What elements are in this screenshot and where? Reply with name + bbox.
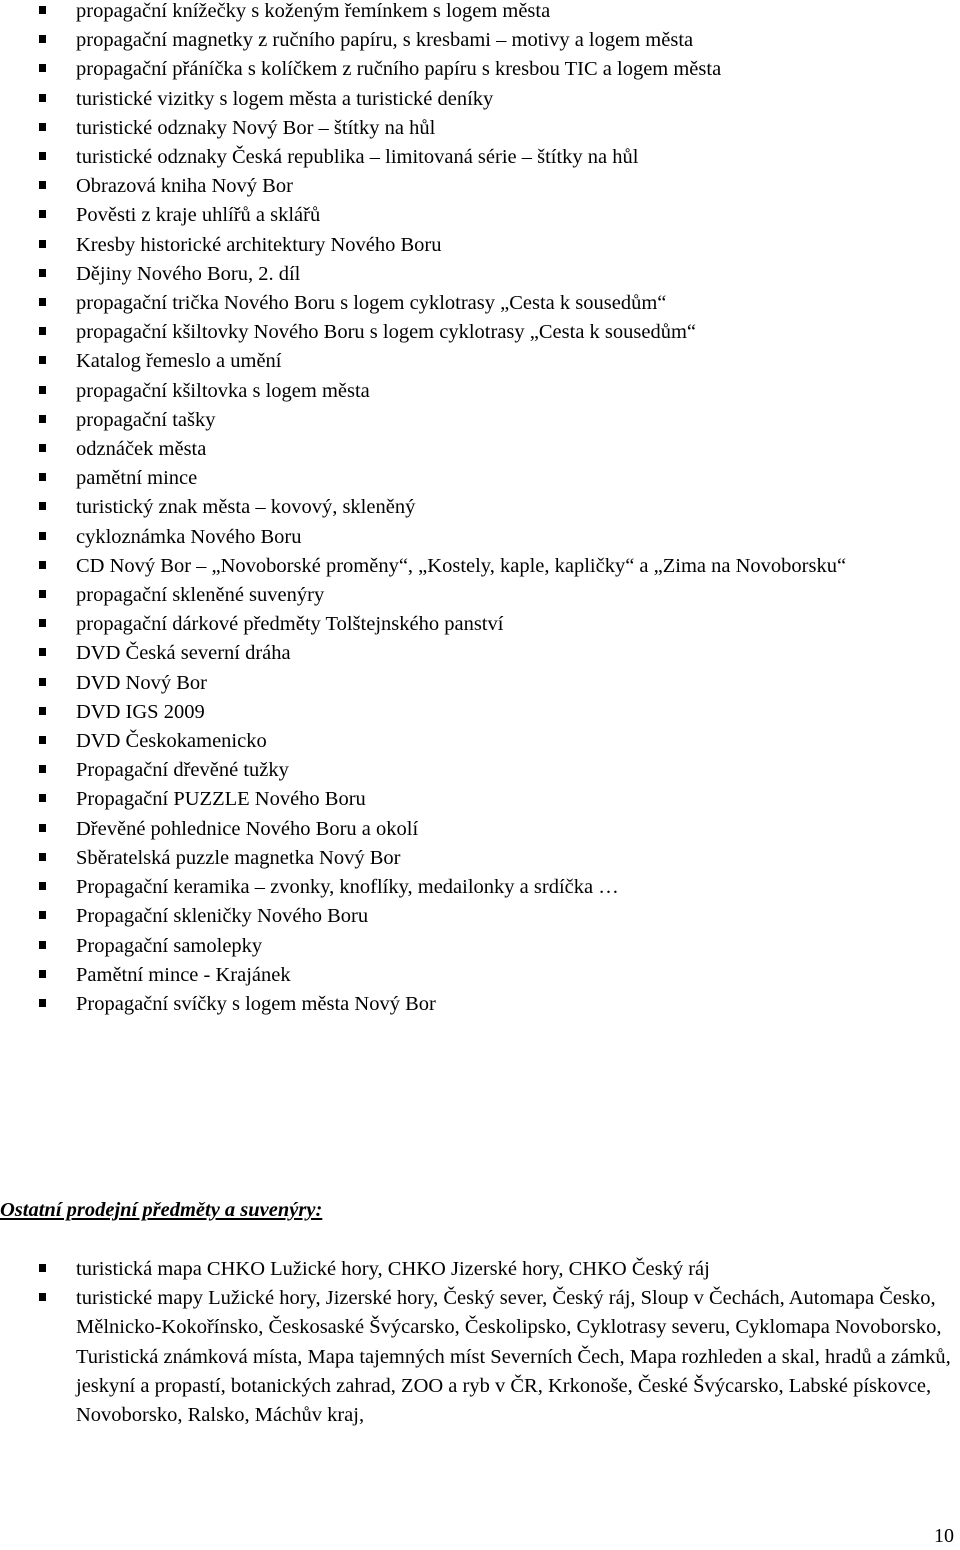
- list-item: [0, 844, 960, 873]
- square-bullet-icon: [39, 269, 46, 277]
- square-bullet-icon: [39, 94, 46, 102]
- square-bullet-icon: [39, 678, 46, 686]
- list-item-text: turistická mapa CHKO Lužické hory, CHKO Jizerské hory, CHKO Český ráj: [76, 1258, 710, 1280]
- list-item-text: propagační trička Nového Boru s logem cyklotrasy „Cesta k sousedům“: [76, 292, 667, 315]
- list-item-text: turistické vizitky s logem města a turistické deníky: [76, 87, 494, 110]
- list-item-text: turistické odznaky Nový Bor – štítky na hůl: [76, 116, 436, 139]
- list-item: [0, 756, 960, 785]
- list-item: [0, 785, 960, 814]
- square-bullet-icon: [39, 35, 46, 43]
- list-item-text: Propagační PUZZLE Nového Boru: [76, 788, 366, 811]
- square-bullet-icon: [39, 356, 46, 364]
- list-item-text: DVD Nový Bor: [76, 671, 207, 694]
- square-bullet-icon: [39, 298, 46, 306]
- list-item: [0, 873, 960, 902]
- square-bullet-icon: [39, 473, 46, 481]
- list-item: [0, 523, 960, 552]
- square-bullet-icon: [39, 6, 46, 14]
- square-bullet-icon: [39, 824, 46, 832]
- list-item-text: Dějiny Nového Boru, 2. díl: [76, 262, 301, 285]
- square-bullet-icon: [39, 181, 46, 189]
- list-item-text: CD Nový Bor – „Novoborské proměny“, „Kostely, kaple, kapličky“ a „Zima na Novoborsku“: [76, 554, 847, 577]
- list-item: [0, 552, 960, 581]
- square-bullet-icon: [39, 240, 46, 248]
- list-item: [0, 639, 960, 668]
- list-item-text: propagační dárkové předměty Tolštejnského panství: [76, 613, 504, 636]
- list-item-text: propagační skleněné suvenýry: [76, 584, 325, 607]
- list-item-text: propagační kšiltovka s logem města: [76, 379, 370, 402]
- square-bullet-icon: [39, 619, 46, 627]
- square-bullet-icon: [39, 707, 46, 715]
- square-bullet-icon: [39, 1293, 46, 1301]
- list-item-text: Kresby historické architektury Nového Boru: [76, 233, 442, 256]
- list-item: [0, 114, 960, 143]
- list-item: [0, 610, 960, 639]
- list-item-text: propagační kšiltovky Nového Boru s logem cyklotrasy „Cesta k sousedům“: [76, 321, 697, 344]
- list-item: [0, 85, 960, 114]
- list-item-text: Propagační svíčky s logem města Nový Bor: [76, 992, 436, 1015]
- list-item-text: pamětní mince: [76, 467, 198, 490]
- square-bullet-icon: [39, 911, 46, 919]
- list-item-text: Pověsti z kraje uhlířů a sklářů: [76, 204, 321, 227]
- list-item: [0, 493, 960, 522]
- list-item: [0, 347, 960, 376]
- square-bullet-icon: [39, 502, 46, 510]
- list-item-text: propagační knížečky s koženým řemínkem s logem města: [76, 0, 551, 22]
- list-item-text: turistické odznaky Česká republika – limitovaná série – štítky na hůl: [76, 146, 639, 169]
- square-bullet-icon: [39, 941, 46, 949]
- list-item: [0, 902, 960, 931]
- list-item: [0, 172, 960, 201]
- list-item: [0, 0, 960, 26]
- list-item-text: DVD Česká severní dráha: [76, 642, 291, 665]
- list-item: [0, 669, 960, 698]
- square-bullet-icon: [39, 415, 46, 423]
- square-bullet-icon: [39, 327, 46, 335]
- square-bullet-icon: [39, 999, 46, 1007]
- section-heading: Ostatní prodejní předměty a suvenýry:: [0, 1199, 323, 1221]
- other-items-list: [0, 1255, 960, 1430]
- list-item-text: Sběratelská puzzle magnetka Nový Bor: [76, 846, 401, 869]
- list-item: [0, 55, 960, 84]
- list-item-text: DVD Českokamenicko: [76, 730, 267, 753]
- list-item-text: Propagační samolepky: [76, 934, 263, 957]
- list-item: [0, 201, 960, 230]
- list-item-text: Obrazová kniha Nový Bor: [76, 175, 293, 198]
- list-item: [0, 990, 960, 1019]
- list-item: [0, 932, 960, 961]
- list-item: [0, 961, 960, 990]
- list-item-text: propagační přáníčka s kolíčkem z ručního papíru s kresbou TIC a logem města: [76, 58, 722, 81]
- list-item-text: odznáček města: [76, 438, 207, 461]
- list-item-text: Dřevěné pohlednice Nového Boru a okolí: [76, 817, 419, 840]
- list-item: [0, 318, 960, 347]
- list-item: [0, 698, 960, 727]
- square-bullet-icon: [39, 794, 46, 802]
- square-bullet-icon: [39, 1264, 46, 1272]
- square-bullet-icon: [39, 561, 46, 569]
- square-bullet-icon: [39, 970, 46, 978]
- list-item: [0, 581, 960, 610]
- list-item-text: Propagační skleničky Nového Boru: [76, 905, 369, 928]
- square-bullet-icon: [39, 386, 46, 394]
- list-item: [0, 377, 960, 406]
- list-item: [0, 435, 960, 464]
- square-bullet-icon: [39, 532, 46, 540]
- list-item: [0, 464, 960, 493]
- list-item: [0, 143, 960, 172]
- list-item: [0, 231, 960, 260]
- list-item: [0, 406, 960, 435]
- list-item: [0, 26, 960, 55]
- square-bullet-icon: [39, 736, 46, 744]
- square-bullet-icon: [39, 152, 46, 160]
- list-item-text: propagační tašky: [76, 408, 216, 431]
- list-item-text: Pamětní mince - Krajánek: [76, 963, 291, 986]
- square-bullet-icon: [39, 765, 46, 773]
- list-item-text: Propagační keramika – zvonky, knoflíky, medailonky a srdíčka …: [76, 876, 619, 899]
- list-item-text: cykloznámka Nového Boru: [76, 525, 302, 548]
- list-item-text: DVD IGS 2009: [76, 700, 205, 723]
- list-item-text: turistický znak města – kovový, skleněný: [76, 496, 416, 519]
- list-item: [0, 260, 960, 289]
- page-number: 10: [934, 1525, 954, 1547]
- list-item: [0, 289, 960, 318]
- list-item-text: propagační magnetky z ručního papíru, s kresbami – motivy a logem města: [76, 29, 694, 52]
- square-bullet-icon: [39, 444, 46, 452]
- list-item-text: Katalog řemeslo a umění: [76, 350, 282, 373]
- list-item: [0, 727, 960, 756]
- square-bullet-icon: [39, 648, 46, 656]
- square-bullet-icon: [39, 210, 46, 218]
- list-item: [0, 815, 960, 844]
- list-item: [0, 1284, 960, 1430]
- square-bullet-icon: [39, 853, 46, 861]
- list-item: [0, 1255, 960, 1284]
- square-bullet-icon: [39, 882, 46, 890]
- square-bullet-icon: [39, 64, 46, 72]
- square-bullet-icon: [39, 123, 46, 131]
- list-item-text: Propagační dřevěné tužky: [76, 759, 289, 782]
- list-item-text: turistické mapy Lužické hory, Jizerské hory, Český sever, Český ráj, Sloup v Čechách, Automapa Česko, Mělnicko-Kokořínsko, Českosaské Švýcarsko, Českolipsko, Cyklotrasy severu, Cyklomapa Novoborsko, Turistická známková místa, Mapa tajemných míst Severních Čech, Mapa rozhleden a skal, hradů a zámků, jeskyní a propastí, botanických zahrad, ZOO a ryb v ČR, Krkonoše, České Švýcarsko, Labské pískovce, Novoborsko, Ralsko, Máchův kraj,: [76, 1287, 951, 1427]
- square-bullet-icon: [39, 590, 46, 598]
